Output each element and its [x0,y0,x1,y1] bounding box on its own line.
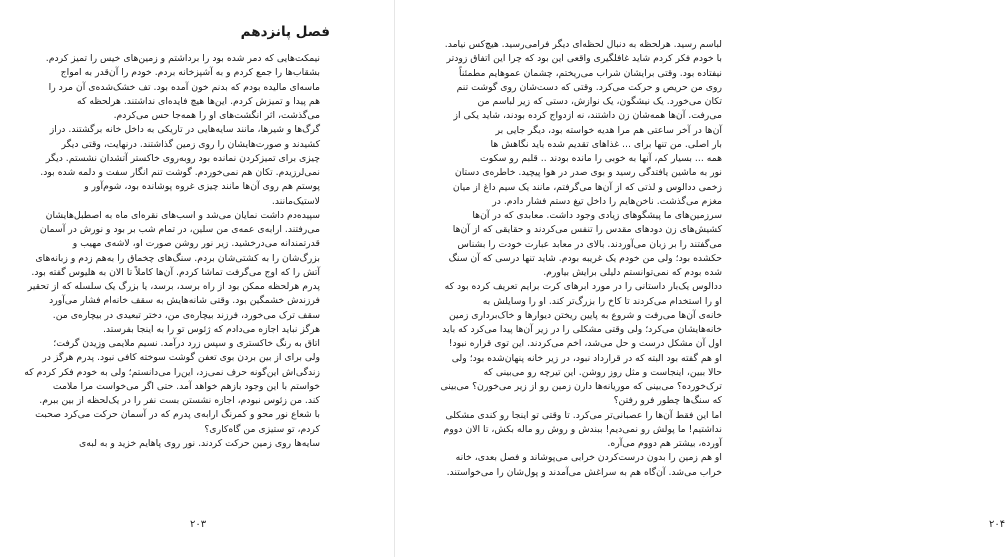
text-line: ماسه‌ای مالیده بودم که بدنم خون آمده بود. تف خشک‌شده‌ی آن مرد را [48,81,320,93]
text-line: روی من حریص و حرکت می‌کرد. وقتی که دست‌شان روی گوشت تنم [456,81,722,93]
text-line: حکشده بود؛ ولی من خودم یک غریبه بودم. شاید تنها درسی که آن سنگ [448,252,722,264]
text-line: او هم زمین را بدون درست‌کردن خرابی می‌پوشاند و فصل بعدی، خانه [455,452,722,464]
paragraph [440,280,732,408]
text-line: بار اصلی. من تنها برای ... غذاهای تقدیم شده باید نگاهش ها [490,138,722,150]
chapter-title: فصل پانزدهم [240,24,330,40]
text-line: سقف ترک می‌خورد، فرزند بیچاره‌ی من، دختر تبعیدی در بیچاره‌ی من. [52,309,320,321]
text-line: پدرم هرلحظه ممکن بود از راه برسد، برسد، یا بزرگ یک سلسله که از تحقیر [27,281,320,292]
text-line: نیمکت‌هایی که دمر شده بود را برداشتم و زمین‌های خیس را تمیز کردم. [45,53,320,64]
text-line: سایه‌ها روی زمین حرکت کردند. نور روی پاهایم خزید و به لبه‌ی [79,437,320,449]
paragraph [24,337,330,451]
paragraph [27,209,330,337]
left-page-body [24,52,330,451]
text-line: هرگز نباید اجازه می‌دادم که ژئوس تو را به اینجا بفرستد. [102,323,320,335]
text-line: ترک‌خورده؟ می‌بینی که موریانه‌ها دارن زمین رو از زیر می‌خورن؟ می‌بینی [440,381,722,392]
text-line: سپیده‌دم داشت نمایان می‌شد و اسب‌های نقره‌ای ماه به اصطبل‌هایشان [45,209,320,221]
text-line: آورده، بیشتر هم دووم می‌آره. [607,438,722,449]
text-line: می‌گذشت، اثر انگشت‌های او را همه‌جا حس می‌کردم. [113,110,320,121]
text-line: مغزم می‌گذشت. ناخن‌هایم را داخل تیغ دستم فشار دادم. در [492,195,722,207]
left-page [0,0,394,557]
text-line: فرزندش خشمگین بود. وقتی شانه‌هایش به سقف خانه‌ام فشار می‌آورد [49,295,320,307]
text-line: می‌رفتند. ارابه‌ی عمه‌ی من سلین، در تمام شب بر بود و نورش در آسمان [39,224,320,235]
text-line: می‌گفتند را بر زبان می‌آوردند. بالای در معابد عبارت خودت را بشناس [457,238,722,250]
text-line: اما این فقط آن‌ها را عصبانی‌تر می‌کرد. تا وقتی تو اینجا رو کندی مشکلی [445,409,722,421]
text-line: کند. من زئوس نبودم، اجازه نشستن بست نفر را در یک‌لحظه از بین ببرم. [39,395,320,406]
text-line: ولی برای از بین بردن بوی تعفن گوشت سوخته کافی نبود. پدرم هرگز در [42,352,320,364]
page-number-right: ۲۰۴ [989,519,1005,530]
text-line: کشیدند و صورت‌هایشان را روی زمین گذاشتند. درنهایت، وقتی دیگر [61,138,320,150]
text-line: آتش را که اوج می‌گرفت تماشا کردم. آن‌ها کاملاً تا الان به هلیوس گفته بود. [31,266,320,278]
text-line: بشقاب‌ها را جمع کردم و به آشپزخانه بردم. خودم را آن‌قدر به امواج [60,67,320,79]
paragraph [448,166,732,280]
text-line: کشیش‌های زن دودهای مقدس را تنفس می‌کردند و حقایقی که از آن‌ها [452,224,722,236]
text-line: زندگی‌اش این‌گونه حرف نمی‌زد، این‌را می‌دانستم؛ ولی به خودم فکر کردم که [24,366,320,378]
text-line: شده بودم که نمی‌توانستم دلیلی برایش بیاورم. [543,267,722,278]
text-line: نور به ماشین یافتدگی رسید و بوی صدر در هوا پیچید. خاطره‌ی دستان [454,167,722,179]
text-line: با خودم فکر کردم شاید غافلگیری واقعی این بود که چرا این اتفاق زودتر [446,53,722,65]
text-line: نیفتاده بود. وقتی برایشان شراب می‌ریختم، چشمان عموهایم مطمئناً [459,67,722,79]
text-line: چیزی برای تمیزکردن نمانده بود روبه‌روی خاکستر آتشدان نشستم. دیگر [45,152,320,164]
text-line: می‌رفت. آن‌ها همه‌شان زن داشتند، نه ازدواج کرده بودند، شاید یکی از [453,110,722,122]
text-line: لاستیک‌مانند. [271,195,320,207]
text-line: که سنگ‌ها چطور فرو رفتن؟ [613,395,722,407]
paragraph [45,52,330,123]
text-line: لباسم رسید. هرلحظه به دنبال لحظه‌ای دیگر فرامی‌رسید. هیچ‌کس نیامد. [444,39,722,50]
text-line: خواستم با این وجود بازهم خواهد آمد. حتی اگر می‌خواست مرا ملامت [52,380,320,392]
text-line: هم پیدا و تمیزش کردم. این‌ها هیچ فایده‌ای نداشتند. هرلحظه که [77,95,320,107]
text-line: خراب می‌شد. آن‌گاه هم به سراغش می‌آمدند و پول‌شان را می‌خواستند. [446,466,722,478]
text-line: قدرتمندانه می‌درخشید. زیر نور روشن صورت او، لاشه‌ی مهیب و [72,238,320,250]
text-line: اتاق به رنگ خاکستری و سپس زرد درآمد. نسیم ملایمی وزیدن گرفت؛ [53,338,320,349]
text-line: آن‌ها در آخر ساعتی هم مرا هدیه خواسته بود، دیگر جایی بر [495,124,722,136]
text-line: او هم گفته بود البته که در قرارداد نبود، در زیر خانه پنهان‌شده بود؛ ولی [451,352,722,364]
text-line: حالا ببین، اینجاست و مثل روز روشن. این تیرچه رو می‌بینی که [483,366,722,378]
text-line: اول آن مشکل درست و حل می‌شد، اخم می‌کردند. این توی قراره نبود! [448,338,722,350]
text-line: با شعاع نور محو و کمرنگ ارابه‌ی پدرم که در آسمان حرکت می‌کرد صحبت [35,409,320,421]
paragraph [443,409,732,452]
text-line: کردم، تو ستیزی من گاه‌کاری؟ [204,423,320,435]
paragraph [444,38,732,166]
text-line: نداشتیم! ما پولش رو نمی‌دیم! ببندش و روش رو ماله بکش، تا الان دووم [443,423,722,435]
page-number-left: ۲۰۳ [190,519,207,530]
paragraph [446,451,732,480]
text-line: همه ... بسیار کم، آنها به خوبی را مانده بودند .. قلبم رو سکوت [479,153,722,164]
text-line: او را استخدام می‌کردند تا کاخ را بزرگ‌تر کند. او را وسایلش به [482,295,722,307]
text-line: بزرگ‌شان را به کشتی‌شان بردم. سنگ‌های چخماق را به‌هم زدم و زبانه‌های [35,252,320,264]
text-line: تکان می‌خورد. یک نیشگون، یک نوازش، دستی که زیر لباسم من [477,96,722,107]
text-line: گرگ‌ها و شیرها، مانند سایه‌هایی در تاریکی به داخل خانه برگشتند. دراز [49,124,320,136]
text-line: خانه‌ی آن‌ها می‌رفت و شروع به پایین ریختن دیوارها و خاک‌برداری زمین [448,309,722,321]
right-page [395,0,1005,557]
text-line: پوستم هم روی آن‌ها مانند چیزی غروه پوشانده بود، شوم‌آور و [84,181,320,193]
text-line: ددالوس یک‌بار داستانی را در مورد ابرهای کرت برایم تعریف کرده بود که [444,281,722,293]
text-line: زخمی ددالوس و لذتی که از آن‌ها می‌گرفتم، مانند یک سیم داغ از میان [452,181,722,193]
right-page-body [440,38,732,480]
text-line: خانه‌هایشان می‌کرد؛ ولی وقتی مشکلی را در زیر آن‌ها پیدا می‌کرد که باید [442,324,722,335]
text-line: سرزمین‌های ما پیشگوهای زیادی وجود داشت. معابدی که در آن‌ها [472,210,722,221]
text-line: نمی‌لرزیدم. تکان هم نمی‌خوردم. گوشت تنم انگار سفت و دلمه شده بود. [40,167,320,178]
paragraph [40,123,330,209]
